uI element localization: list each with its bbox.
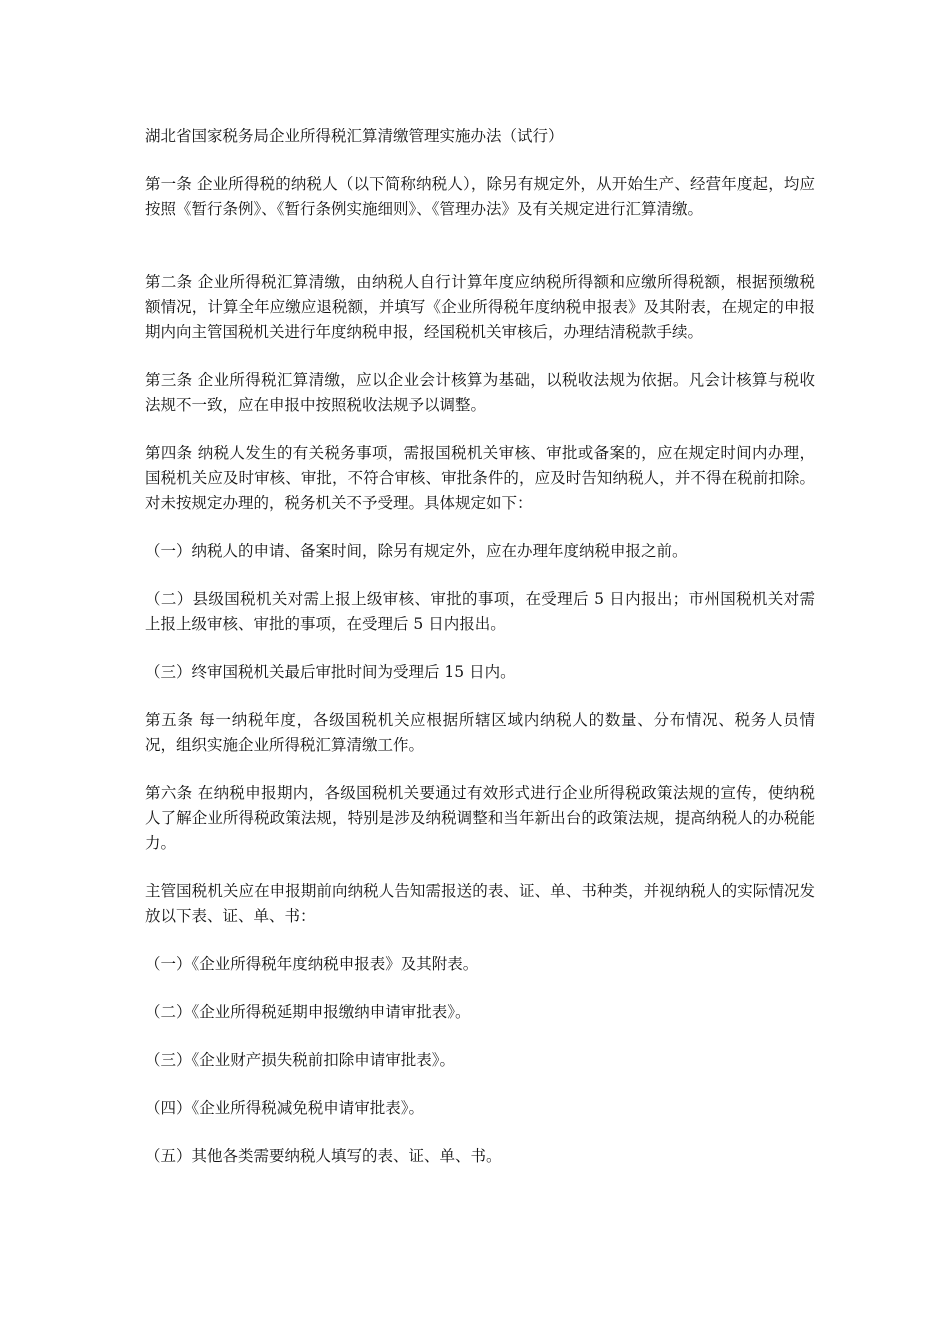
form-item-4: （四）《企业所得税减免税申请审批表》。	[145, 1099, 425, 1117]
document-title: 湖北省国家税务局企业所得税汇算清缴管理实施办法（试行）	[145, 127, 564, 145]
article-2: 第二条 企业所得税汇算清缴，由纳税人自行计算年度应纳税所得额和应缴所得税额，根据预缴税额情况，计算全年应缴应退税额，并填写《企业所得税年度纳税申报表》及其附表，在规定的申报期内向主管国税机关进行年度纳税申报，经国税机关审核后，办理结清税款手续。	[145, 273, 815, 341]
article-3: 第三条 企业所得税汇算清缴，应以企业会计核算为基础，以税收法规为依据。凡会计核算与税收法规不一致，应在申报中按照税收法规予以调整。	[145, 371, 815, 414]
form-item-5: （五）其他各类需要纳税人填写的表、证、单、书。	[145, 1147, 502, 1165]
article-4-item-1: （一）纳税人的申请、备案时间，除另有规定外，应在办理年度纳税申报之前。	[145, 542, 688, 560]
document-body	[145, 124, 815, 1192]
forms-notice: 主管国税机关应在申报期前向纳税人告知需报送的表、证、单、书种类，并视纳税人的实际情况发放以下表、证、单、书：	[145, 882, 815, 925]
article-6: 第六条 在纳税申报期内，各级国税机关要通过有效形式进行企业所得税政策法规的宣传，使纳税人了解企业所得税政策法规，特别是涉及纳税调整和当年新出台的政策法规，提高纳税人的办税能力。	[145, 784, 815, 852]
article-5: 第五条 每一纳税年度，各级国税机关应根据所辖区域内纳税人的数量、分布情况、税务人员情况，组织实施企业所得税汇算清缴工作。	[145, 711, 815, 754]
article-4-item-2: （二）县级国税机关对需上报上级审核、审批的事项，在受理后 5 日内报出；市州国税机关对需上报上级审核、审批的事项，在受理后 5 日内报出。	[145, 590, 815, 633]
article-4-item-3: （三）终审国税机关最后审批时间为受理后 15 日内。	[145, 663, 516, 681]
form-item-2: （二）《企业所得税延期申报缴纳申请审批表》。	[145, 1003, 471, 1021]
article-4: 第四条 纳税人发生的有关税务事项，需报国税机关审核、审批或备案的，应在规定时间内办理，国税机关应及时审核、审批，不符合审核、审批条件的，应及时告知纳税人，并不得在税前扣除。对未按规定办理的，税务机关不予受理。具体规定如下：	[145, 444, 815, 512]
article-1: 第一条 企业所得税的纳税人（以下简称纳税人），除另有规定外，从开始生产、经营年度起，均应按照《暂行条例》、《暂行条例实施细则》、《管理办法》及有关规定进行汇算清缴。	[145, 175, 815, 218]
form-item-1: （一）《企业所得税年度纳税申报表》及其附表。	[145, 955, 479, 973]
form-item-3: （三）《企业财产损失税前扣除申请审批表》。	[145, 1051, 456, 1069]
